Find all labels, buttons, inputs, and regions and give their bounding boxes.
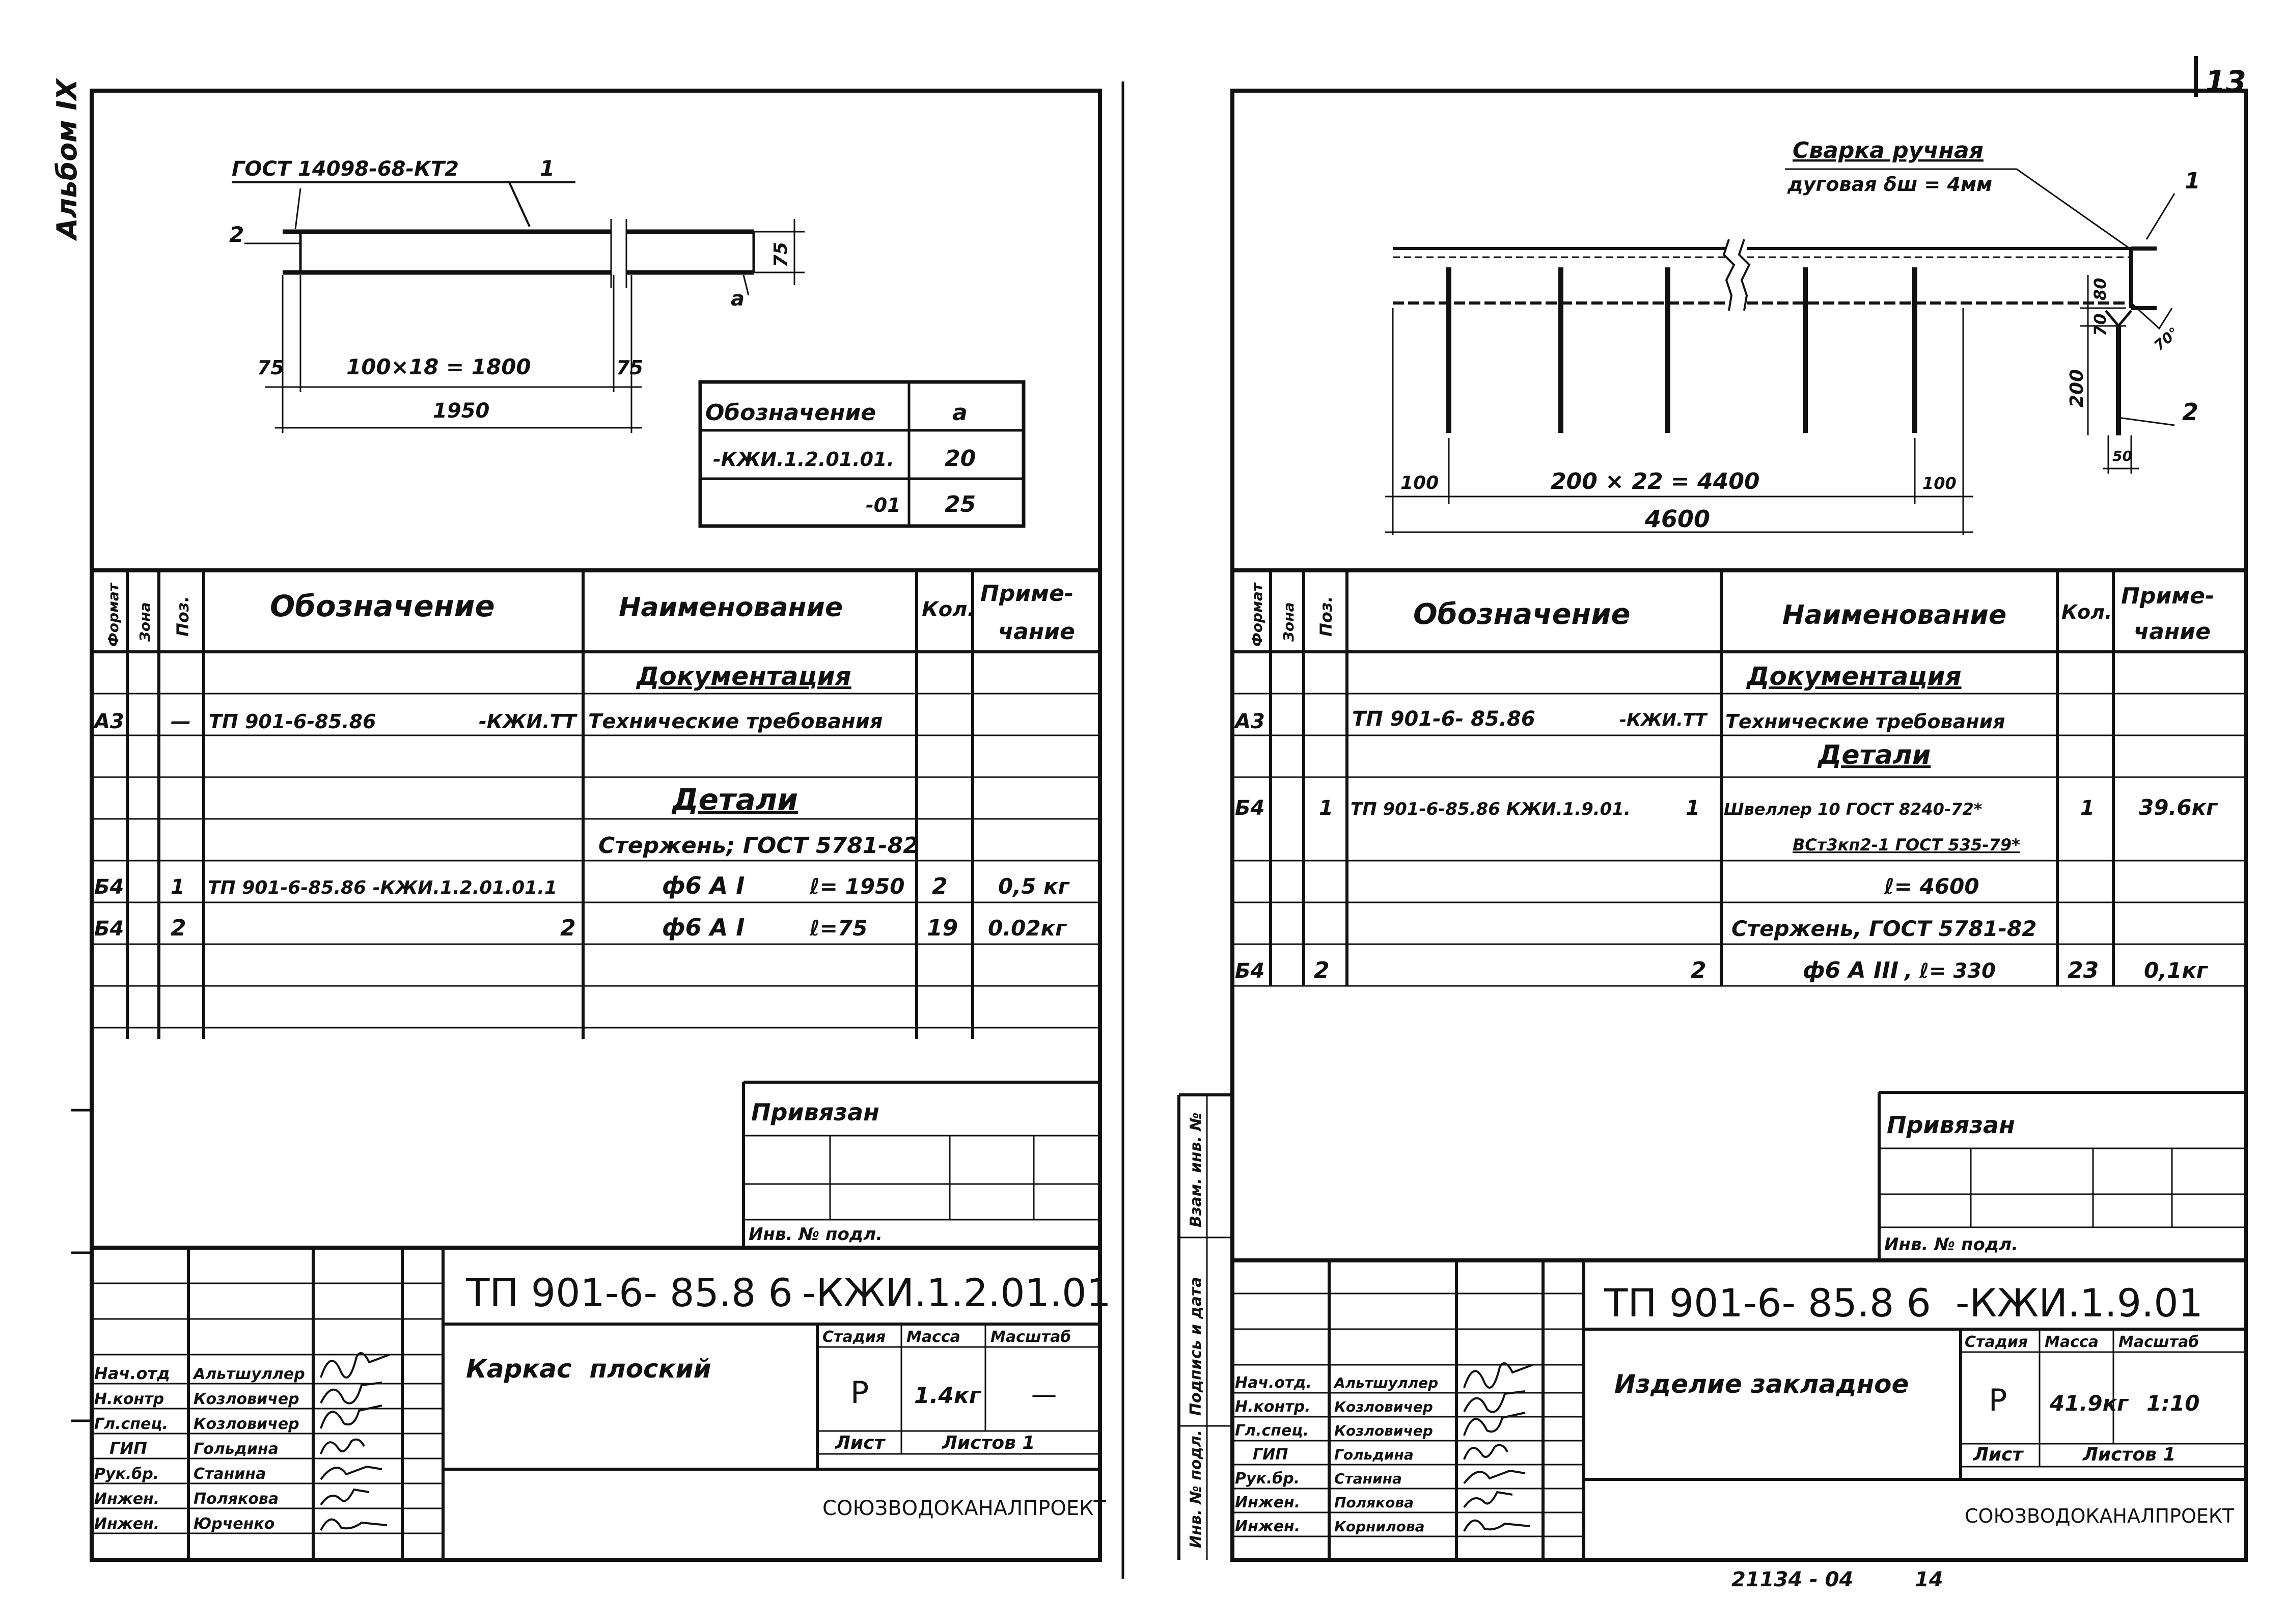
- head-zone: Зона: [136, 602, 153, 642]
- head-format: Формат: [105, 583, 122, 647]
- dim-total: 4600: [1645, 505, 1711, 533]
- right-privyazan-block: [1879, 1092, 2246, 1260]
- title-name: Каркас плоский: [466, 1354, 711, 1384]
- row2-note: 0.02кг: [988, 916, 1067, 941]
- signatures: [1464, 1363, 1533, 1531]
- role-5: Рук.бр.: [1235, 1470, 1300, 1488]
- row2-length: , ℓ= 330: [1905, 959, 1996, 983]
- stage-head: Стадия: [1965, 1333, 2028, 1351]
- scale-head: Масштаб: [990, 1328, 1071, 1346]
- title-code-suffix: -КЖИ.1.9.01: [1956, 1280, 2203, 1326]
- row1-note: 39.6кг: [2139, 795, 2218, 820]
- right-side-stamp-column: [1179, 1095, 1232, 1560]
- variant-table: [700, 382, 1024, 526]
- section-docs: Документация: [637, 662, 851, 691]
- name-4: Гольдина: [194, 1440, 279, 1458]
- role-4: ГИП: [109, 1439, 147, 1458]
- doc-designation-suffix: -КЖИ.ТТ: [479, 710, 576, 733]
- scale-head: Масштаб: [2118, 1333, 2199, 1351]
- org-name: СОЮЗВОДОКАНАЛПРОЕКТ: [822, 1497, 1106, 1520]
- role-3: Гл.спец.: [1235, 1422, 1309, 1440]
- row2-format: Б4: [94, 917, 124, 941]
- name-3: Козловичер: [1334, 1422, 1433, 1439]
- name-2: Козловичер: [1334, 1398, 1433, 1415]
- row2-name: ф6 А I: [662, 914, 745, 941]
- row2-pos: 2: [171, 915, 186, 941]
- pos-1-label: 1: [2185, 168, 2200, 194]
- pos-1-label: 1: [540, 156, 555, 181]
- doc-name: Технические требования: [588, 710, 883, 733]
- stage-value: Р: [1989, 1383, 2007, 1418]
- section-details: Детали: [672, 782, 798, 817]
- name-7: Корнилова: [1334, 1518, 1425, 1535]
- row2-format: Б4: [1235, 959, 1265, 983]
- variant-row-1-designation: -КЖИ.1.2.01.01.: [713, 448, 894, 471]
- stage-head: Стадия: [822, 1328, 886, 1346]
- name-5: Станина: [1334, 1470, 1402, 1487]
- sheets-head: Листов 1: [2083, 1444, 2176, 1465]
- role-2: Н.контр.: [1235, 1398, 1311, 1416]
- page-number: 13: [2205, 64, 2246, 99]
- left-privyazan-block: [744, 1082, 1100, 1248]
- head-designation: Обозначение: [270, 589, 495, 623]
- head-name: Наименование: [1782, 600, 2007, 630]
- doc-name: Технические требования: [1725, 710, 2005, 733]
- row2-pos: 2: [1314, 957, 1330, 983]
- head-qty: Кол.: [2061, 601, 2112, 623]
- dim-50: 50: [2112, 448, 2132, 464]
- inv-podl-label: Инв. № подл.: [749, 1224, 883, 1245]
- side-label-inv: Инв. № подл.: [1187, 1429, 1205, 1548]
- row-length: ℓ= 4600: [1884, 874, 1979, 899]
- dim-70: 70: [2090, 313, 2110, 336]
- dim-200: 200: [2067, 369, 2087, 407]
- title-code-suffix: -КЖИ.1.2.01.01: [802, 1270, 1111, 1315]
- row1-qty: 1: [2080, 796, 2095, 820]
- dim-left: 100: [1400, 473, 1439, 493]
- doc-designation-suffix: -КЖИ.ТТ: [1619, 710, 1707, 730]
- weld-note-2: дуговая δш = 4мм: [1787, 173, 1993, 196]
- variant-head-a: a: [952, 400, 968, 426]
- dim-75-vert: 75: [770, 241, 791, 267]
- variant-row-2-designation: -01: [866, 494, 901, 516]
- row1-designation: ТП 901-6-85.86 КЖИ.1.9.01.: [1351, 799, 1631, 819]
- side-label-vzam: Взам. инв. №: [1187, 1112, 1205, 1227]
- role-1: Нач.отд: [94, 1364, 170, 1383]
- head-note-2: чание: [998, 619, 1075, 645]
- role-7: Инжен.: [1235, 1518, 1301, 1535]
- head-note-1: Приме-: [980, 581, 1074, 607]
- row2-qty: 19: [927, 915, 958, 941]
- scale-value: —: [1031, 1380, 1057, 1409]
- head-qty: Кол.: [922, 598, 975, 621]
- row2-qty: 23: [2068, 957, 2099, 983]
- row2-length: ℓ=75: [810, 916, 868, 941]
- dim-left: 75: [257, 356, 284, 379]
- row1-qty: 2: [932, 873, 948, 899]
- head-designation: Обозначение: [1413, 598, 1631, 631]
- row2-name: ф6 А III: [1803, 957, 1899, 983]
- doc-format: А3: [94, 710, 124, 733]
- role-4: ГИП: [1253, 1446, 1288, 1464]
- footer-code: 21134 - 04: [1731, 1568, 1854, 1591]
- mass-value: 1.4кг: [914, 1383, 981, 1409]
- row-gost: Стержень, ГОСТ 5781-82: [1731, 916, 2037, 941]
- name-1: Альтшуллер: [1334, 1374, 1439, 1391]
- head-format: Формат: [1249, 583, 1265, 647]
- name-4: Гольдина: [1334, 1446, 1414, 1463]
- right-sheet: [1179, 91, 2246, 1560]
- dim-right: 75: [616, 356, 643, 379]
- section-details: Детали: [1818, 740, 1931, 770]
- inv-podl-label: Инв. № подл.: [1884, 1234, 2019, 1255]
- stage-value: Р: [850, 1375, 869, 1411]
- variant-row-1-a: 20: [945, 446, 976, 472]
- role-3: Гл.спец.: [94, 1415, 168, 1433]
- doc-designation: ТП 901-6- 85.86: [1352, 707, 1535, 731]
- head-name: Наименование: [619, 592, 843, 623]
- left-frame-drawing: [229, 156, 805, 433]
- left-sheet: [92, 91, 1111, 1560]
- row1-name-2: ВСт3кп2-1 ГОСТ 535-79*: [1793, 835, 2020, 855]
- name-6: Полякова: [1334, 1494, 1414, 1511]
- role-2: Н.контр: [94, 1390, 164, 1408]
- dim-right: 100: [1922, 474, 1957, 493]
- sheets-head: Листов 1: [942, 1433, 1035, 1453]
- dim-mid: 200 × 22 = 4400: [1551, 469, 1760, 494]
- section-docs: Документация: [1747, 662, 1962, 691]
- row1-pos: 1: [171, 875, 185, 899]
- sheet-head: Лист: [1973, 1444, 2023, 1465]
- right-title-block: [1232, 1260, 2246, 1560]
- doc-format: А3: [1235, 710, 1265, 733]
- privyazan-label: Привязан: [751, 1098, 879, 1126]
- title-code: ТП 901-6- 85.8 6: [466, 1270, 793, 1315]
- head-pos: Поз.: [1316, 596, 1336, 637]
- role-5: Рук.бр.: [94, 1465, 159, 1483]
- studs: [1449, 267, 2118, 435]
- signatures: [321, 1353, 390, 1530]
- row1-length: ℓ= 1950: [810, 874, 905, 899]
- row1-pos: 1: [1319, 796, 1333, 820]
- role-6: Инжен.: [94, 1490, 160, 1508]
- footer-page: 14: [1915, 1568, 1943, 1591]
- role-1: Нач.отд.: [1235, 1374, 1312, 1392]
- title-name: Изделие закладное: [1614, 1369, 1909, 1399]
- head-note-2: чание: [2134, 619, 2211, 645]
- name-2: Козловичер: [194, 1390, 299, 1408]
- scale-value: 1:10: [2146, 1391, 2200, 1416]
- album-label: Альбом IX: [51, 79, 83, 239]
- mass-head: Масса: [906, 1328, 960, 1346]
- row1-format: Б4: [1235, 796, 1265, 820]
- row2-designation: 2: [560, 915, 576, 941]
- row1-format: Б4: [94, 875, 124, 899]
- row1-designation: ТП 901-6-85.86 -КЖИ.1.2.01.01.1: [208, 877, 557, 898]
- name-7: Юрченко: [194, 1515, 275, 1533]
- pos-2-label: 2: [2182, 398, 2199, 426]
- left-spec-table: [92, 570, 1100, 1039]
- dim-80: 80: [2090, 278, 2110, 300]
- left-title-block: [92, 1248, 1111, 1560]
- mass-head: Масса: [2045, 1333, 2099, 1351]
- role-6: Инжен.: [1235, 1494, 1301, 1511]
- row1-note: 0,5 кг: [998, 874, 1069, 899]
- weld-note-1: Сварка ручная: [1793, 137, 1984, 163]
- dim-angle: 70°: [2151, 324, 2183, 354]
- title-code: ТП 901-6- 85.8 6: [1604, 1280, 1931, 1326]
- dim-total: 1950: [433, 399, 490, 423]
- org-name: СОЮЗВОДОКАНАЛПРОЕКТ: [1965, 1505, 2235, 1527]
- variant-head-designation: Обозначение: [705, 400, 876, 426]
- right-spec-table: [1232, 570, 2246, 986]
- name-5: Станина: [194, 1465, 266, 1483]
- row2-designation: 2: [1691, 957, 1706, 983]
- gost-note: ГОСТ 14098-68-КТ2: [232, 157, 459, 181]
- head-zone: Зона: [1280, 602, 1297, 642]
- variant-row-2-a: 25: [945, 491, 976, 517]
- pos-2-label: 2: [229, 222, 244, 247]
- right-embedded-part-drawing: [1385, 137, 2200, 535]
- row1-designation-suffix: 1: [1686, 796, 1700, 820]
- row1-name-1: Швеллер 10 ГОСТ 8240-72*: [1724, 800, 1983, 819]
- name-6: Полякова: [194, 1490, 279, 1508]
- side-label-podpis: Подпись и дата: [1187, 1277, 1205, 1416]
- name-3: Козловичер: [194, 1415, 299, 1433]
- doc-designation: ТП 901-6-85.86: [209, 710, 376, 733]
- head-note-1: Приме-: [2121, 583, 2215, 609]
- mass-value: 41.9кг: [2050, 1391, 2129, 1416]
- row2-note: 0,1кг: [2144, 958, 2208, 983]
- dim-mid: 100×18 = 1800: [346, 354, 531, 379]
- head-pos: Поз.: [173, 596, 192, 637]
- name-1: Альтшуллер: [194, 1365, 305, 1383]
- row1-name: ф6 А I: [662, 872, 745, 899]
- privyazan-label: Привязан: [1887, 1111, 2015, 1139]
- row-gost: Стержень; ГОСТ 5781-82: [598, 833, 919, 859]
- doc-pos: —: [171, 710, 191, 733]
- sheet-head: Лист: [835, 1433, 885, 1453]
- role-7: Инжен.: [94, 1515, 160, 1533]
- dim-a-label: a: [731, 287, 745, 311]
